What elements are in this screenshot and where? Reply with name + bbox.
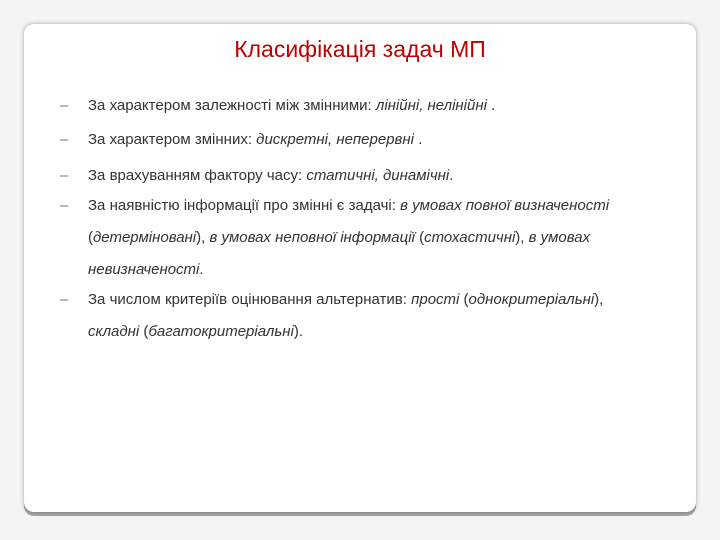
text-line [88,222,696,254]
italic-run: складні [88,323,140,340]
bullet-text [88,284,696,348]
text-run: За числом критеріїв оцінювання альтернатив: [88,291,412,308]
bullet-text [88,90,696,122]
text-run: За характером залежності між змінними: [88,97,376,114]
italic-run: детерміновані [93,229,197,246]
italic-run: в умовах неповної інформації [209,229,415,246]
italic-run: прості [411,291,460,308]
text-run: ( [459,291,469,308]
text-run: . [449,167,454,184]
italic-run: однокритеріальні [468,291,595,308]
text-line [88,90,696,122]
text-line [88,190,696,222]
italic-run: дискретні, неперервні [256,131,414,148]
text-run: . [486,97,496,114]
text-line [88,160,696,192]
italic-run: в умовах повної визначеності [400,197,610,214]
text-line [88,284,696,316]
slide-canvas [24,24,696,512]
text-run: . [413,131,423,148]
text-run: ( [414,229,425,246]
text-run: За характером змінних: [88,131,257,148]
text-line [88,254,696,286]
text-line [88,124,696,156]
italic-run: в умовах [528,229,591,246]
italic-run: лінійні, нелінійні [375,97,487,114]
text-run: ), [515,229,529,246]
bullet-text [88,190,696,286]
text-run: За врахуванням фактору часу: [88,167,307,184]
text-run: За наявністю інформації про змінні є задачі: [88,197,401,214]
italic-run: статичні, динамічні [306,167,450,184]
slide-title: Класифікація задач МП [234,36,486,62]
bullet-dash: – [60,97,69,114]
text-run: ( [88,229,93,246]
italic-run: стохастичні [424,229,516,246]
italic-run: багатокритеріальні [148,323,294,340]
bullet-dash: – [60,131,69,148]
bullet-text [88,124,696,156]
text-line [88,316,696,348]
text-run: ), [196,229,210,246]
bullet-text [88,160,696,192]
text-run: ). [293,323,304,340]
text-run: . [199,261,204,278]
text-run: ), [594,291,604,308]
bullet-dash: – [60,291,69,308]
bullet-dash: – [60,197,69,214]
text-run: ( [139,323,149,340]
bullet-dash: – [60,167,69,184]
italic-run: невизначеності [88,261,200,278]
